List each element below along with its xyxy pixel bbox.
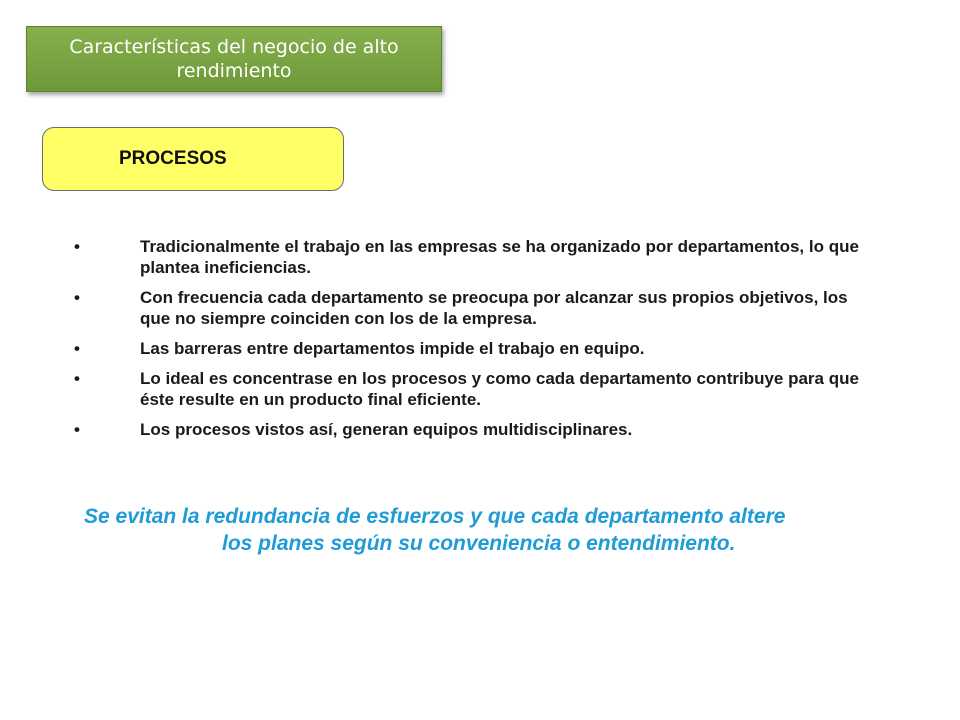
bullet-icon: • (74, 339, 80, 358)
conclusion-line-2: los planes según su conveniencia o entendimiento. (222, 532, 736, 555)
bullet-item (74, 338, 874, 359)
bullet-text: Tradicionalmente el trabajo en las empresas se ha organizado por departamentos, lo que plantea ineficiencias. (140, 237, 859, 277)
section-label: PROCESOS (119, 148, 227, 169)
bullet-icon: • (74, 288, 80, 307)
bullet-item (74, 419, 874, 440)
bullet-item (74, 368, 874, 410)
bullet-item (74, 236, 874, 278)
bullet-icon: • (74, 420, 80, 439)
bullet-text: Lo ideal es concentrase en los procesos y como cada departamento contribuye para que éste resulte en un producto final eficiente. (140, 369, 859, 409)
bullet-item (74, 287, 874, 329)
conclusion-text (84, 503, 904, 557)
bullet-icon: • (74, 369, 80, 388)
slide-title: Características del negocio de alto rendimiento (26, 26, 442, 92)
bullet-text: Las barreras entre departamentos impide el trabajo en equipo. (140, 339, 645, 358)
conclusion-line-1: Se evitan la redundancia de esfuerzos y que cada departamento altere (84, 505, 786, 528)
section-box (42, 127, 344, 191)
bullet-icon: • (74, 237, 80, 256)
bullet-text: Los procesos vistos así, generan equipos multidisciplinares. (140, 420, 633, 439)
bullet-text: Con frecuencia cada departamento se preocupa por alcanzar sus propios objetivos, los que no siempre coinciden con los de la empresa. (140, 288, 848, 328)
bullet-list (74, 236, 874, 449)
